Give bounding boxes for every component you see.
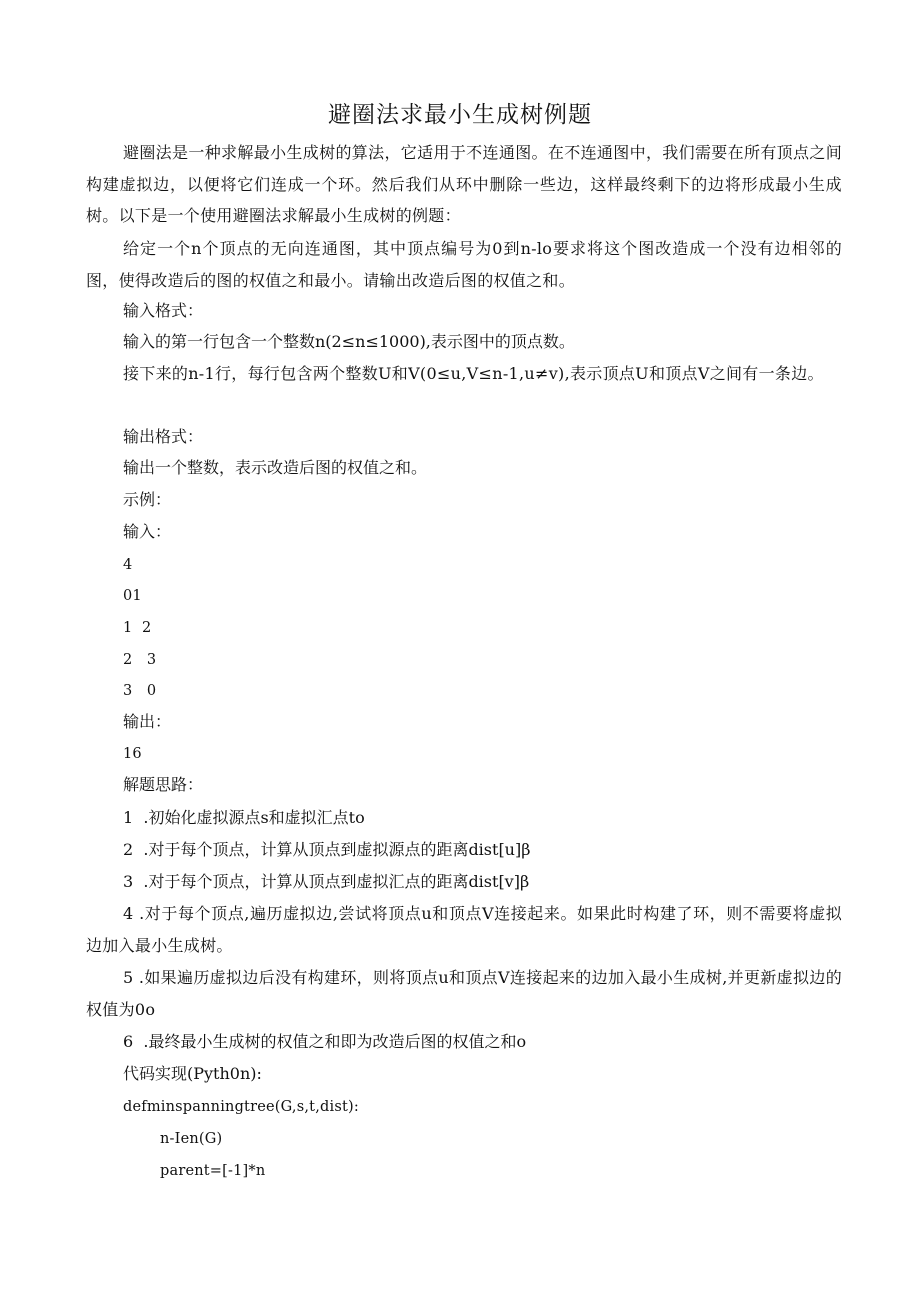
input-format-label: 输入格式： bbox=[123, 301, 204, 320]
step-6: 6 .最终最小生成树的权值之和即为改造后图的权值之和o bbox=[123, 1032, 527, 1051]
sample-input-line: 2 3 bbox=[123, 652, 157, 668]
example-label: 示例： bbox=[123, 490, 172, 509]
sample-input-line: 4 bbox=[123, 557, 133, 573]
step-3: 3 .对于每个顶点，计算从顶点到虚拟汇点的距离dist[v]β bbox=[123, 872, 530, 891]
step-5: 5 .如果遍历虚拟边后没有构建环，则将顶点u和顶点V连接起来的边加入最小生成树,并更新虚拟边的权值为0o bbox=[86, 968, 842, 1019]
code-label: 代码实现(Pyth0n): bbox=[123, 1064, 262, 1083]
sample-input-line: 1 2 bbox=[123, 620, 152, 636]
input-format-line-1: 输入的第一行包含一个整数n(2≤n≤1000),表示图中的顶点数。 bbox=[123, 332, 575, 351]
output-format-line: 输出一个整数，表示改造后图的权值之和。 bbox=[123, 458, 428, 477]
sample-input-line: 01 bbox=[123, 588, 142, 604]
intro-paragraph: 避圈法是一种求解最小生成树的算法，它适用于不连通图。在不连通图中，我们需要在所有顶点之间构建虚拟边，以便将它们连成一个环。然后我们从环中删除一些边，这样最终剩下的边将形成最小生成树。以下是一个使用避圈法求解最小生成树的例题： bbox=[86, 143, 842, 225]
step-1: 1 .初始化虚拟源点s和虚拟汇点to bbox=[123, 808, 365, 827]
sample-output-value: 16 bbox=[123, 746, 142, 762]
code-line: defminspanningtree(G,s,t,dist): bbox=[123, 1099, 359, 1115]
code-line: parent=[-1]*n bbox=[160, 1163, 266, 1179]
code-line: n-Ien(G) bbox=[160, 1131, 223, 1147]
step-4: 4 .对于每个顶点,遍历虚拟边,尝试将顶点u和顶点V连接起来。如果此时构建了环，则不需要将虚拟边加入最小生成树。 bbox=[86, 904, 842, 955]
approach-label: 解题思路： bbox=[123, 775, 204, 794]
sample-input-line: 3 0 bbox=[123, 683, 157, 699]
input-format-line-2: 接下来的n-1行，每行包含两个整数U和V(0≤u,V≤n-1,u≠v),表示顶点U和顶点V之间有一条边。 bbox=[123, 364, 824, 383]
page-title: 避圈法求最小生成树例题 bbox=[328, 102, 592, 128]
output-format-label: 输出格式： bbox=[123, 427, 204, 446]
sample-output-label: 输出： bbox=[123, 712, 172, 731]
step-2: 2 .对于每个顶点，计算从顶点到虚拟源点的距离dist[u]β bbox=[123, 840, 531, 859]
sample-input-label: 输入： bbox=[123, 522, 172, 541]
problem-paragraph: 给定一个n个顶点的无向连通图，其中顶点编号为0到n-lo要求将这个图改造成一个没有边相邻的图，使得改造后的图的权值之和最小。请输出改造后图的权值之和。 bbox=[86, 239, 842, 290]
